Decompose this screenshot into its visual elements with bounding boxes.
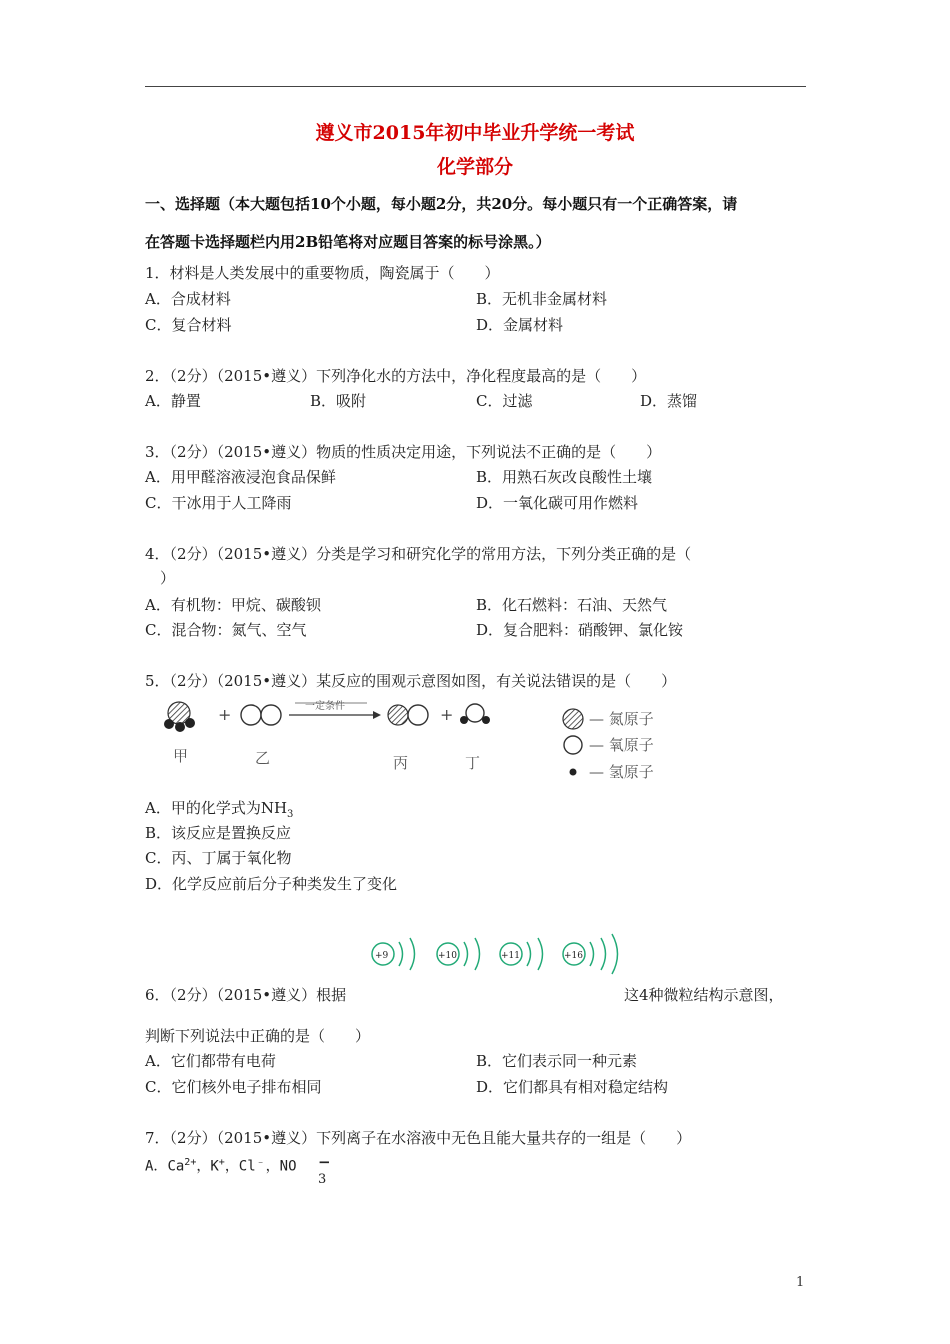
section-heading-line2: 在答题卡选择题栏内用2B铅笔将对应题目答案的标号涂黑。） xyxy=(145,233,551,251)
section-heading-line1: 一、选择题（本大题包括10个小题，每小题2分，共20分。每小题只有一个正确答案，请 xyxy=(145,195,738,213)
question-1-stem: 1．材料是人类发展中的重要物质，陶瓷属于（ ） xyxy=(145,264,500,282)
label-bing: 丙 xyxy=(393,754,409,772)
molecule-ding xyxy=(460,704,490,724)
question-5-option-b: B．该反应是置换反应 xyxy=(145,824,292,842)
nucleus-4: +16 xyxy=(564,951,583,961)
question-7-nitrate-charge: − xyxy=(318,1153,331,1171)
question-4-option-a: A．有机物：甲烷、碳酸钡 xyxy=(145,596,321,614)
question-4-option-d: D．复合肥料：硝酸钾、氯化铵 xyxy=(476,621,684,639)
question-6-stem-post: 这4种微粒结构示意图， xyxy=(624,986,784,1004)
legend-hydrogen: — 氢原子 xyxy=(589,763,654,781)
label-yi: 乙 xyxy=(255,749,271,767)
question-1-option-d: D．金属材料 xyxy=(476,316,564,334)
question-6-option-a: A．它们都带有电荷 xyxy=(145,1052,276,1070)
question-6-stem-pre: 6．（2分）（2015•遵义）根据 xyxy=(145,986,347,1004)
atomic-structure-diagram xyxy=(366,930,626,990)
legend-nitrogen: — 氮原子 xyxy=(589,710,654,728)
label-ding: 丁 xyxy=(465,754,481,772)
question-3-option-c: C．干冰用于人工降雨 xyxy=(145,494,292,512)
question-2-option-d: D．蒸馏 xyxy=(640,392,698,410)
question-6-option-b: B．它们表示同一种元素 xyxy=(476,1052,638,1070)
question-4-stem-cont: ） xyxy=(160,569,176,587)
question-2-option-b: B．吸附 xyxy=(310,392,367,410)
question-2-stem: 2．（2分）（2015•遵义）下列净化水的方法中，净化程度最高的是（ ） xyxy=(145,367,647,385)
question-2-option-a: A．静置 xyxy=(145,392,201,410)
question-5-stem: 5．（2分）（2015•遵义）某反应的围观示意图如图，有关说法错误的是（ ） xyxy=(145,672,677,690)
question-4-stem: 4．（2分）（2015•遵义）分类是学习和研究化学的常用方法，下列分类正确的是（ xyxy=(145,545,692,563)
question-3-option-b: B．用熟石灰改良酸性土壤 xyxy=(476,468,653,486)
question-6-stem-cont: 判断下列说法中正确的是（ ） xyxy=(145,1027,371,1045)
question-5-option-d: D．化学反应前后分子种类发生了变化 xyxy=(145,875,398,893)
nucleus-2: +10 xyxy=(438,951,457,961)
plus-sign: + xyxy=(218,705,232,724)
question-6-option-d: D．它们都具有相对稳定结构 xyxy=(476,1078,669,1096)
question-7-nitrate-subscript: 3 xyxy=(318,1172,327,1187)
legend-oxygen: — 氧原子 xyxy=(589,736,654,754)
label-jia: 甲 xyxy=(173,747,189,765)
header-rule xyxy=(145,86,806,87)
question-7-stem: 7．（2分）（2015•遵义）下列离子在水溶液中无色且能大量共存的一组是（ ） xyxy=(145,1129,692,1147)
nucleus-1: +9 xyxy=(375,951,389,961)
page-number: 1 xyxy=(796,1275,805,1290)
question-1-option-a: A．合成材料 xyxy=(145,290,231,308)
question-5-option-c: C．丙、丁属于氧化物 xyxy=(145,849,292,867)
plus-sign: + xyxy=(440,705,454,724)
exam-title: 遵义市2015年初中毕业升学统一考试 xyxy=(315,122,635,144)
question-4-option-c: C．混合物：氮气、空气 xyxy=(145,621,307,639)
molecule-yi xyxy=(241,705,281,725)
legend xyxy=(563,709,583,776)
molecule-jia xyxy=(164,702,195,732)
question-2-option-c: C．过滤 xyxy=(476,392,533,410)
question-3-option-d: D．一氧化碳可用作燃料 xyxy=(476,494,639,512)
question-7-option-a: A．$Ca^{2+}$，K+，Cl﹣，NO xyxy=(145,1157,297,1175)
exam-subtitle: 化学部分 xyxy=(436,156,513,178)
question-6-option-c: C．它们核外电子排布相同 xyxy=(145,1078,322,1096)
question-4-option-b: B．化石燃料：石油、天然气 xyxy=(476,596,668,614)
question-1-option-b: B．无机非金属材料 xyxy=(476,290,608,308)
question-3-stem: 3．（2分）（2015•遵义）物质的性质决定用途，下列说法不正确的是（ ） xyxy=(145,443,662,461)
question-3-option-a: A．用甲醛溶液浸泡食品保鲜 xyxy=(145,468,336,486)
question-1-option-c: C．复合材料 xyxy=(145,316,232,334)
reaction-diagram xyxy=(155,693,695,788)
question-5-option-a: A．甲的化学式为$NH_3$ xyxy=(145,799,294,820)
molecule-bing xyxy=(388,705,428,725)
arrow-condition: 一定条件 xyxy=(305,701,345,712)
nucleus-3: +11 xyxy=(501,951,520,961)
